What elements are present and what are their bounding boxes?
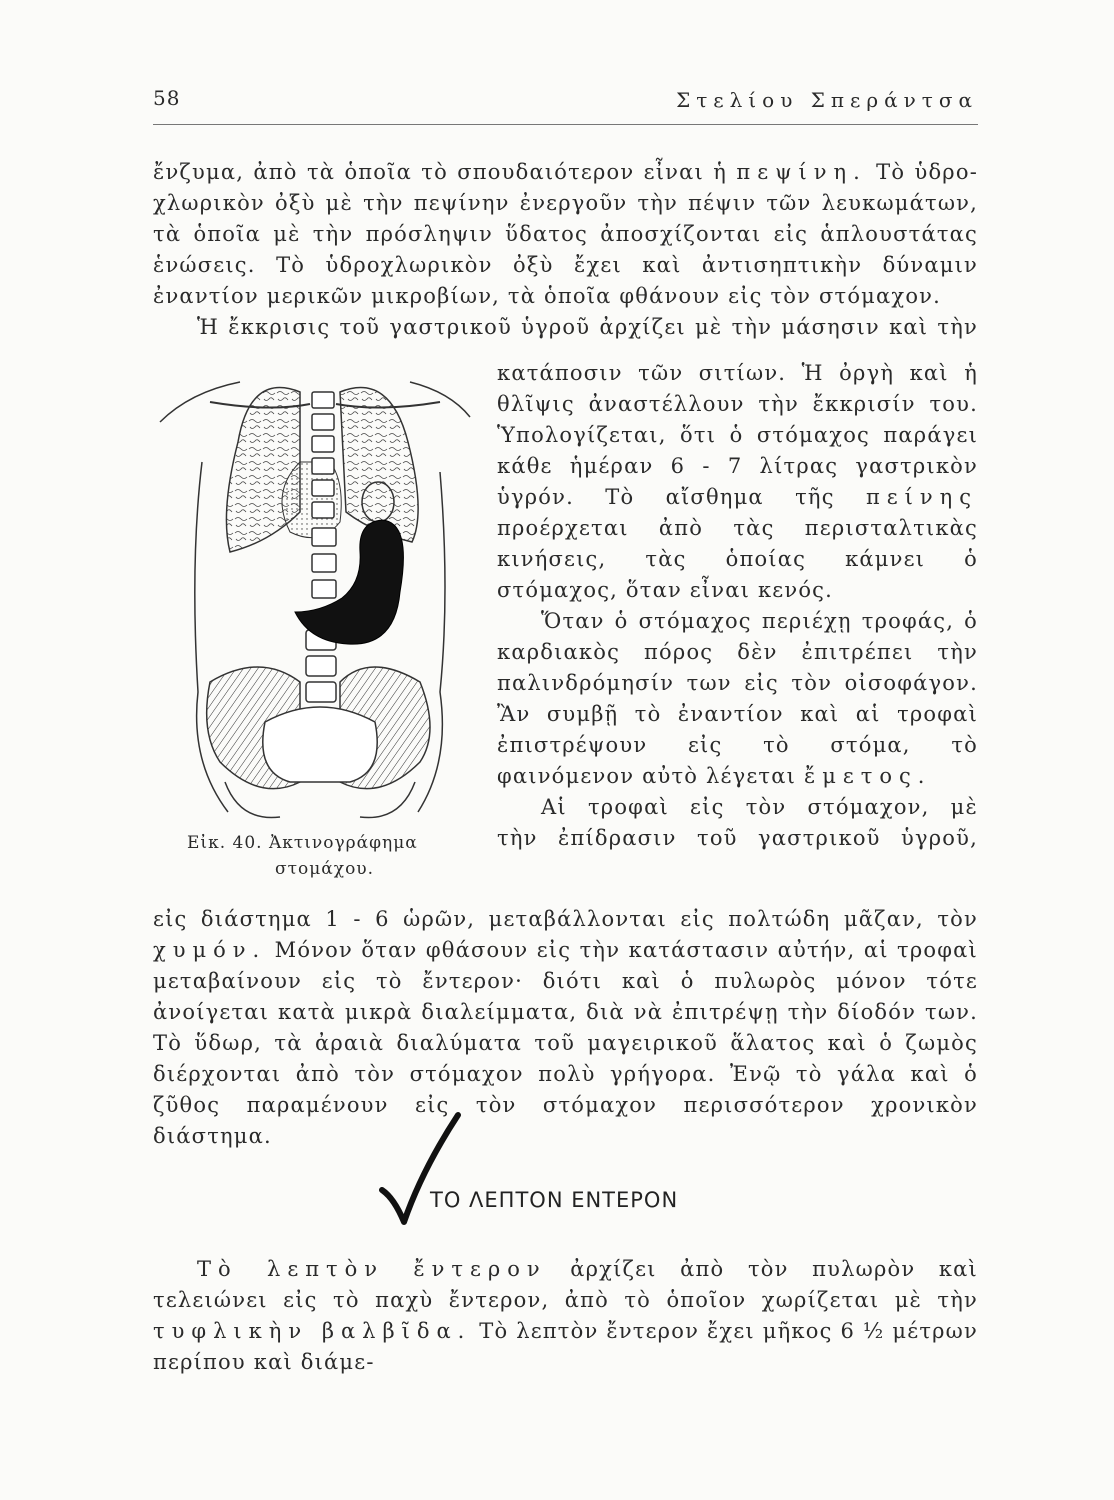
text-span: Τὸ ὑδρο-	[876, 160, 978, 184]
text-span: κατάποσιν τῶν σιτίων. Ἡ ὀργὴ καὶ ἡ θλῖψις ἀναστέλλουν τὴν ἔκκρισίν του. Ὑπολογίζεται, ὅτι ὁ στόμαχος παράγει κάθε ἡμέραν 6 - 7 λίτρας γαστρικὸν ὑγρόν. Τὸ αἴσθημα τῆς	[497, 361, 978, 509]
term-chyme: χυμόν.	[153, 938, 267, 962]
paragraph-enzymes: χλωρικὸν ὀξὺ μὲ τὴν πεψίνην ἐνεργοῦν τὴν πέψιν τῶν λευκωμάτων, τὰ ὁποῖα μὲ τὴν πρόσληψιν ὕδατος ἀποσχίζονται εἰς ἁπλουστάτας ἑνώσεις. Τὸ ὑδροχλωρικὸν ὀξὺ ἔχει καὶ ἀντισηπτικὴν δύναμιν ἐναντίον μερικῶν μικροβίων, τὰ ὁποῖα φθάνουν εἰς τὸν στόμαχον.	[153, 191, 978, 308]
paragraph-enzymes-first-line	[153, 157, 978, 188]
text-block-small-intestine	[153, 1254, 978, 1378]
text-span: Μόνον ὅταν φθάσουν εἰς τὴν κατάστασιν αὐτήν, αἱ τροφαὶ μεταβαίνουν εἰς τὸ ἔντερον· διότι καὶ ὁ πυλωρὸς μόνον τότε ἀνοίγεται κατὰ μικρὰ διαλείμματα, διὰ νὰ ἐπιτρέψῃ τὴν δίοδόν των. Τὸ ὕδωρ, τὰ ἀραιὰ διαλύματα τοῦ μαγειρικοῦ ἅλατος καὶ ὁ ζωμὸς διέρχονται ἀπὸ τὸν στόμαχον πολὺ γρήγορα. Ἐνῷ τὸ γάλα καὶ ὁ ζῦθος παραμένουν εἰς τὸν στόμαχον περισσότερον χρονικὸν διάστημα.	[153, 938, 978, 1148]
text-block-bottom	[153, 904, 978, 1152]
paragraph-small-intestine	[153, 1254, 978, 1378]
paragraph-chyme-line1: Αἱ τροφαὶ εἰς τὸν στόμαχον, μὲ	[541, 795, 978, 819]
text-block-top	[153, 157, 978, 343]
text-span: ἀρχίζει ἀπὸ τὸν πυλωρὸν καὶ τελειώνει εἰς τὸ παχὺ ἔντερον, ἀπὸ τὸ ὁποῖον χωρίζεται μὲ τὴν	[153, 1257, 978, 1312]
handwritten-checkmark-icon	[372, 1110, 482, 1240]
paragraph-secretion	[497, 358, 978, 606]
figure-caption-line1: Εἰκ. 40. Ἀκτινογράφημα	[187, 833, 418, 853]
text-block-beside-figure	[497, 358, 978, 854]
text-span: Τὸ λεπτὸν ἔντερον ἔχει μῆκος 6 ½ μέτρων περίπου καὶ διάμε-	[153, 1319, 978, 1374]
stomach-radiograph-figure	[150, 362, 480, 832]
paragraph-vomiting	[497, 606, 978, 792]
term-vomiting: ἔμετος.	[803, 764, 932, 788]
term-pepsin: πεψίνη.	[736, 160, 867, 184]
text-span: εἰς διάστημα 1 - 6 ὡρῶν, μεταβάλλονται εἰς πολτώδη μᾶζαν, τὸν	[153, 907, 978, 931]
term-small-intestine: Τὸ λεπτὸν ἔντερον	[197, 1257, 547, 1281]
term-ileocecal-valve: τυφλικὴν βαλβῖδα.	[153, 1319, 472, 1343]
term-hunger: πείνης	[865, 485, 978, 509]
text-span: ἔνζυμα, ἀπὸ τὰ ὁποῖα τὸ σπουδαιότερον εἶναι ἡ	[153, 160, 728, 184]
text-span: Ὅταν ὁ στόμαχος περιέχῃ τροφάς, ὁ καρδιακὸς πόρος δὲν ἐπιτρέπει τὴν παλινδρόμησίν των εἰς τὸν οἰσοφάγον. Ἂν συμβῇ τὸ ἐναντίον καὶ αἱ τροφαὶ ἐπιστρέψουν εἰς τὸ στόμα, τὸ φαινόμενον αὐτὸ λέγεται	[497, 609, 978, 788]
text-span: προέρχεται ἀπὸ τὰς περισταλτικὰς κινήσεις, τὰς ὁποίας κάμνει ὁ στόμαχος, ὅταν εἶναι κενός.	[497, 516, 978, 602]
paragraph-secretion-first-line: Ἡ ἔκκρισις τοῦ γαστρικοῦ ὑγροῦ ἀρχίζει μὲ τὴν μάσησιν καὶ τὴν	[197, 315, 978, 339]
figure-caption	[187, 830, 477, 882]
page-number: 58	[153, 86, 181, 110]
section-heading: ΤΟ ΛΕΠΤΟΝ ΕΝΤΕΡΟΝ	[430, 1188, 679, 1212]
paragraph-chyme	[153, 904, 978, 1152]
stomach-radiograph-illustration	[150, 362, 480, 832]
figure-caption-line2: στομάχου.	[275, 859, 375, 879]
header-rule	[153, 124, 978, 125]
running-head: Στελίου Σπεράντσα	[676, 88, 978, 112]
paragraph-chyme-line2: τὴν ἐπίδρασιν τοῦ γαστρικοῦ ὑγροῦ,	[497, 826, 978, 850]
